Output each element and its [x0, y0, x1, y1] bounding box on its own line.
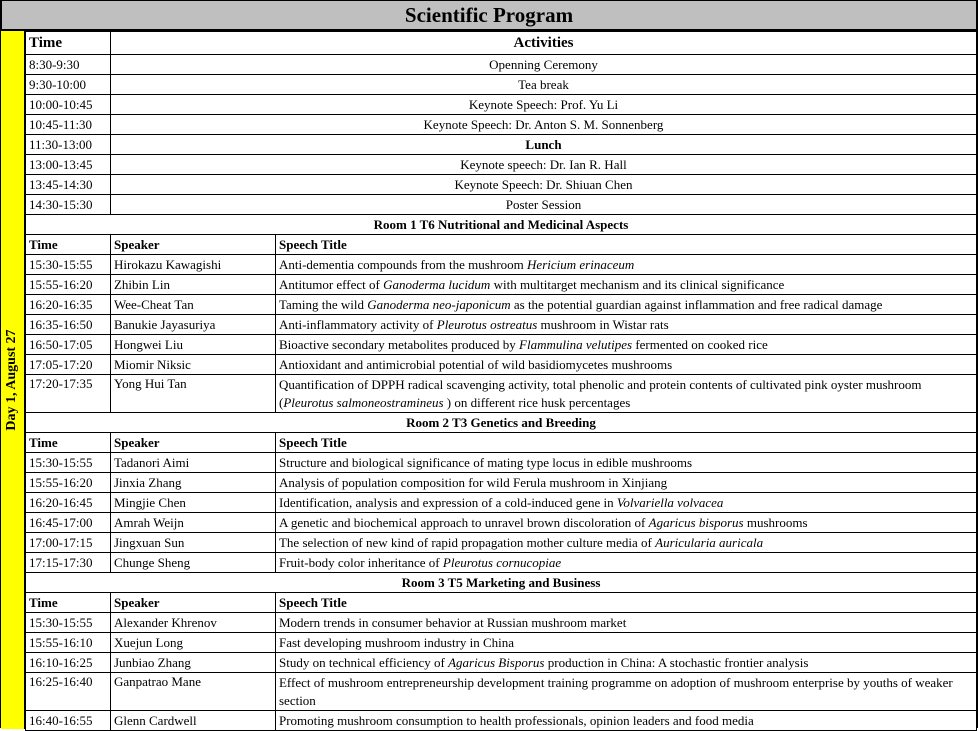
talk-title	[275, 653, 976, 673]
talk-row	[25, 275, 976, 295]
talk-title	[275, 375, 976, 413]
talk-speaker: Jinxia Zhang	[110, 473, 275, 493]
activity-time: 14:30-15:30	[25, 195, 110, 215]
talk-speaker: Hongwei Liu	[110, 335, 275, 355]
title-text: Antioxidant and antimicrobial potential of wild basidiomycetes mushrooms	[278, 356, 673, 372]
activity-text: Keynote Speech: Prof. Yu Li	[110, 95, 976, 115]
talk-speaker: Alexander Khrenov	[110, 613, 275, 633]
talk-title	[275, 673, 976, 711]
talk-title	[275, 255, 976, 275]
talk-title	[275, 493, 976, 513]
talks-header-row	[25, 235, 976, 255]
talk-time: 15:55-16:20	[25, 275, 110, 295]
title-col-header: Speech Title	[275, 433, 976, 453]
species-name: Volvariella volvacea	[616, 494, 724, 510]
talk-title	[275, 275, 976, 295]
talk-speaker: Amrah Weijn	[110, 513, 275, 533]
talk-time: 16:50-17:05	[25, 335, 110, 355]
title-text: Taming the wild	[278, 296, 368, 312]
title-text: Anti-dementia compounds from the mushroom	[278, 256, 528, 272]
activity-row	[25, 135, 976, 155]
talks-header-row	[25, 593, 976, 613]
title-text: Identification, analysis and expression of a cold-induced gene in	[278, 494, 617, 510]
title-text: Effect of mushroom entrepreneurship development training programme on adoption of mushroom enterprise by youths of weaker section	[278, 674, 953, 708]
talk-title	[275, 613, 976, 633]
title-text: Fast developing mushroom industry in China	[278, 634, 515, 650]
talk-speaker: Zhibin Lin	[110, 275, 275, 295]
time-col-header: Time	[25, 235, 110, 255]
activity-time: 9:30-10:00	[25, 75, 110, 95]
talk-time: 17:15-17:30	[25, 553, 110, 573]
talk-title	[275, 453, 976, 473]
program-table-body	[25, 32, 976, 731]
time-header: Time	[25, 32, 110, 55]
title-text: ) on different rice husk percentages	[443, 394, 631, 410]
room-title: Room 1 T6 Nutritional and Medicinal Aspects	[25, 215, 976, 235]
talk-time: 17:00-17:15	[25, 533, 110, 553]
species-name: Agaricus bisporus	[648, 514, 744, 530]
speaker-col-header: Speaker	[110, 235, 275, 255]
talk-row	[25, 295, 976, 315]
title-text: Structure and biological significance of mating type locus in edible mushrooms	[278, 454, 693, 470]
talk-row	[25, 453, 976, 473]
species-name: Pleurotus cornucopiae	[442, 554, 562, 570]
activity-row	[25, 55, 976, 75]
talk-row	[25, 473, 976, 493]
title-text: Modern trends in consumer behavior at Russian mushroom market	[278, 614, 627, 630]
talk-time: 16:10-16:25	[25, 653, 110, 673]
activity-row	[25, 155, 976, 175]
title-text: as the potential guardian against inflammation and free radical damage	[510, 296, 883, 312]
time-col-header: Time	[25, 433, 110, 453]
title-text: Fruit-body color inheritance of	[278, 554, 443, 570]
talk-speaker: Wee-Cheat Tan	[110, 295, 275, 315]
talk-time: 16:45-17:00	[25, 513, 110, 533]
room-title: Room 2 T3 Genetics and Breeding	[25, 413, 976, 433]
title-text: A genetic and biochemical approach to unravel brown discoloration of	[278, 514, 649, 530]
talk-row	[25, 255, 976, 275]
program-body	[1, 31, 977, 731]
program-table	[25, 31, 977, 731]
talk-speaker: Jingxuan Sun	[110, 533, 275, 553]
title-text: mushrooms	[743, 514, 808, 530]
activity-text: Keynote Speech: Dr. Shiuan Chen	[110, 175, 976, 195]
day-label: Day 1, August 27	[4, 329, 20, 431]
day-label-column	[1, 31, 25, 729]
talk-title	[275, 315, 976, 335]
talk-speaker: Banukie Jayasuriya	[110, 315, 275, 335]
talk-time: 17:05-17:20	[25, 355, 110, 375]
activity-row	[25, 95, 976, 115]
activity-time: 8:30-9:30	[25, 55, 110, 75]
talk-row	[25, 533, 976, 553]
talk-speaker: Glenn Cardwell	[110, 711, 275, 731]
species-name: Flammulina velutipes	[519, 336, 633, 352]
page-title: Scientific Program	[1, 0, 977, 31]
species-name: Agaricus Bisporus	[448, 654, 545, 670]
room-header-row	[25, 573, 976, 593]
talks-header-row	[25, 433, 976, 453]
talk-row	[25, 613, 976, 633]
species-name: Ganoderma neo-japonicum	[367, 296, 511, 312]
activity-time: 11:30-13:00	[25, 135, 110, 155]
talk-row	[25, 673, 976, 711]
activity-row	[25, 75, 976, 95]
talk-row	[25, 553, 976, 573]
talk-speaker: Chunge Sheng	[110, 553, 275, 573]
title-text: Study on technical efficiency of	[278, 654, 449, 670]
talk-time: 16:35-16:50	[25, 315, 110, 335]
title-text: with multitarget mechanism and its clinical significance	[490, 276, 785, 292]
talk-speaker: Junbiao Zhang	[110, 653, 275, 673]
species-name: Pleurotus ostreatus	[436, 316, 538, 332]
activity-text: Poster Session	[110, 195, 976, 215]
activities-header: Activities	[110, 32, 976, 55]
activity-time: 10:45-11:30	[25, 115, 110, 135]
title-text: mushroom in Wistar rats	[537, 316, 669, 332]
title-text: production in China: A stochastic frontier analysis	[544, 654, 809, 670]
talk-title	[275, 533, 976, 553]
speaker-col-header: Speaker	[110, 433, 275, 453]
room-header-row	[25, 413, 976, 433]
title-text: The selection of new kind of rapid propagation mother culture media of	[278, 534, 656, 550]
title-text: Antitumor effect of	[278, 276, 384, 292]
talk-time: 15:55-16:20	[25, 473, 110, 493]
title-text: Anti-inflammatory activity of	[278, 316, 437, 332]
speaker-col-header: Speaker	[110, 593, 275, 613]
activity-text: Tea break	[110, 75, 976, 95]
talk-row	[25, 355, 976, 375]
activity-text: Keynote Speech: Dr. Anton S. M. Sonnenberg	[110, 115, 976, 135]
talk-time: 16:20-16:45	[25, 493, 110, 513]
species-name: Auricularia auricala	[655, 534, 764, 550]
activity-text: Lunch	[110, 135, 976, 155]
talk-time: 16:40-16:55	[25, 711, 110, 731]
talk-time: 15:30-15:55	[25, 453, 110, 473]
title-text: Quantification of DPPH radical scavenging activity, total phenolic and protein contents of cultivated pink oyster mushroom (	[278, 376, 922, 410]
species-name: Pleurotus salmoneostramineus	[283, 394, 444, 410]
activity-row	[25, 195, 976, 215]
talk-row	[25, 633, 976, 653]
title-text: fermented on cooked rice	[632, 336, 768, 352]
talk-speaker: Xuejun Long	[110, 633, 275, 653]
activity-time: 13:45-14:30	[25, 175, 110, 195]
activity-row	[25, 115, 976, 135]
activity-text: Openning Ceremony	[110, 55, 976, 75]
talk-title	[275, 355, 976, 375]
talk-speaker: Ganpatrao Mane	[110, 673, 275, 711]
talk-time: 17:20-17:35	[25, 375, 110, 413]
activities-header-row	[25, 32, 976, 55]
room-title: Room 3 T5 Marketing and Business	[25, 573, 976, 593]
talk-row	[25, 315, 976, 335]
talk-title	[275, 295, 976, 315]
talk-row	[25, 375, 976, 413]
talk-speaker: Miomir Niksic	[110, 355, 275, 375]
title-text: Promoting mushroom consumption to health professionals, opinion leaders and food media	[278, 712, 754, 728]
title-text: Analysis of population composition for wild Ferula mushroom in Xinjiang	[278, 474, 668, 490]
species-name: Ganoderma lucidum	[383, 276, 491, 292]
activity-time: 10:00-10:45	[25, 95, 110, 115]
talk-title	[275, 473, 976, 493]
talk-row	[25, 493, 976, 513]
talk-title	[275, 513, 976, 533]
title-col-header: Speech Title	[275, 593, 976, 613]
talk-time: 16:25-16:40	[25, 673, 110, 711]
talk-time: 15:30-15:55	[25, 255, 110, 275]
title-col-header: Speech Title	[275, 235, 976, 255]
activity-text: Keynote speech: Dr. Ian R. Hall	[110, 155, 976, 175]
talk-speaker: Hirokazu Kawagishi	[110, 255, 275, 275]
talk-speaker: Yong Hui Tan	[110, 375, 275, 413]
time-col-header: Time	[25, 593, 110, 613]
talk-time: 16:20-16:35	[25, 295, 110, 315]
species-name: Hericium erinaceum	[527, 256, 635, 272]
talk-speaker: Tadanori Aimi	[110, 453, 275, 473]
talk-time: 15:30-15:55	[25, 613, 110, 633]
talk-title	[275, 633, 976, 653]
room-header-row	[25, 215, 976, 235]
activity-time: 13:00-13:45	[25, 155, 110, 175]
activity-row	[25, 175, 976, 195]
talk-row	[25, 335, 976, 355]
talk-time: 15:55-16:10	[25, 633, 110, 653]
talk-row	[25, 653, 976, 673]
title-text: Bioactive secondary metabolites produced by	[278, 336, 520, 352]
talk-title	[275, 335, 976, 355]
talk-title	[275, 553, 976, 573]
talk-row	[25, 513, 976, 533]
talk-speaker: Mingjie Chen	[110, 493, 275, 513]
